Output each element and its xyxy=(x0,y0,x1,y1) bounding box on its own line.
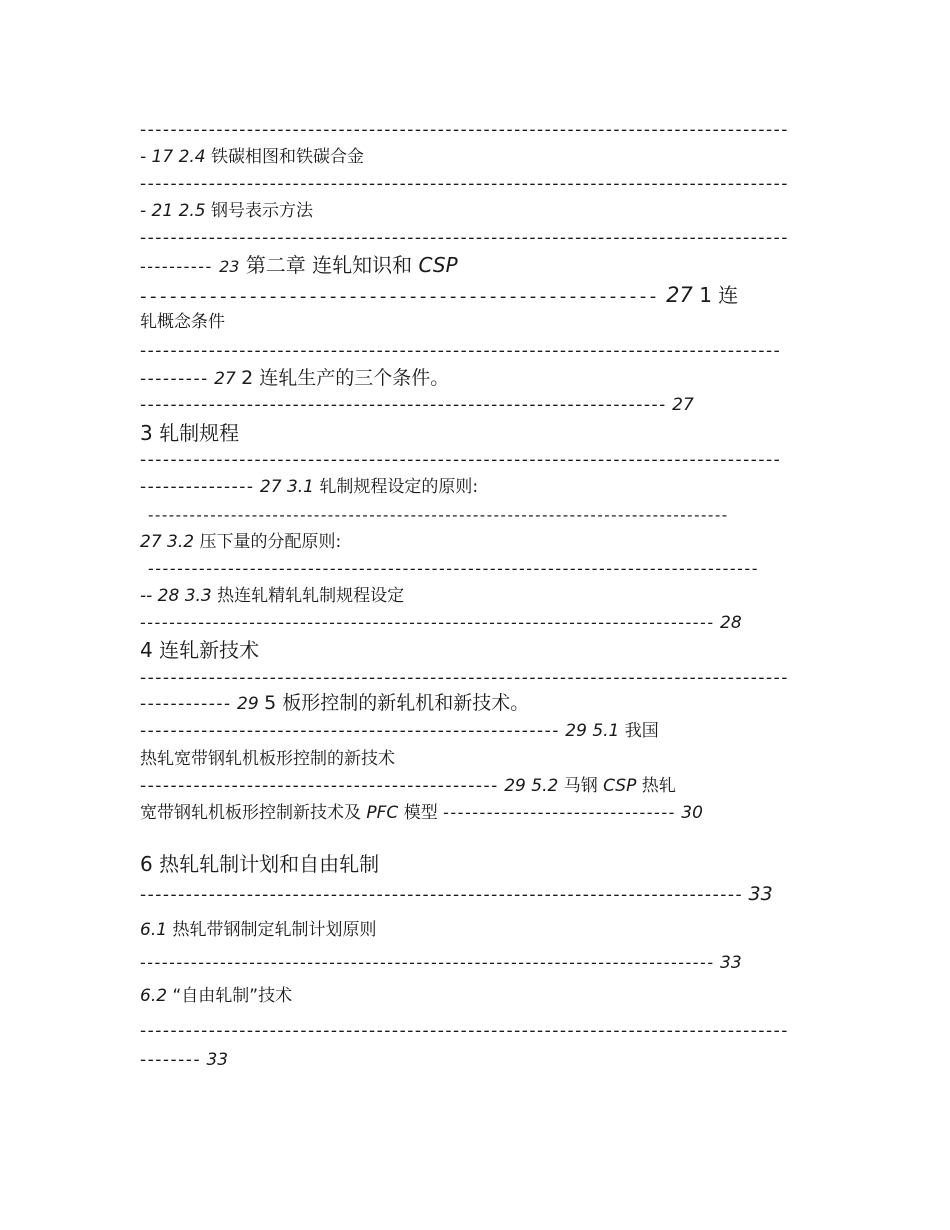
toc-page-number: -- 28 3.3 xyxy=(140,586,212,606)
toc-page-number: 27 3.2 xyxy=(140,532,195,552)
toc-leader: ------------------------------------------------------- xyxy=(140,721,560,741)
toc-entry-leader-line xyxy=(140,953,742,973)
toc-leader: ------------------------------------------------------------------------------------ xyxy=(140,341,782,361)
toc-title: 钢号表示方法 xyxy=(211,201,314,221)
toc-entry-leader-line xyxy=(140,1050,228,1070)
toc-leader: ------------------------------------------------------------------------------------- xyxy=(140,1021,789,1041)
toc-entry-2 xyxy=(140,368,449,389)
toc-title-continued: 热轧宽带钢轧机板形控制的新技术 xyxy=(140,749,395,769)
toc-page-number: 27 xyxy=(214,369,236,389)
toc-title: 轧制规程设定的原则: xyxy=(319,477,479,497)
toc-page-number: 27 xyxy=(666,283,693,307)
toc-leader: ------------------------------------------------------------------------------------- xyxy=(140,228,789,248)
toc-entry-1 xyxy=(140,283,738,309)
toc-entry-5-2 xyxy=(140,776,676,796)
toc-leader: --------------------------------------------------------------------- xyxy=(140,395,667,415)
toc-chapter-title-latin: CSP xyxy=(418,253,458,277)
toc-title: 1 连 xyxy=(699,283,739,307)
toc-title-latin: CSP xyxy=(603,776,637,796)
toc-title: “自由轧制”技术 xyxy=(172,986,293,1006)
toc-page-number: 27 xyxy=(672,395,694,415)
toc-page-number: 29 5.2 xyxy=(504,776,559,796)
toc-leader: -------------------------------- xyxy=(443,803,676,822)
toc-leader: ----------------------------------------------- xyxy=(140,776,499,796)
toc-title-latin: PFC xyxy=(366,803,399,823)
toc-page-number: 33 xyxy=(720,953,742,973)
toc-entry-6: 6 热轧轧制计划和自由轧制 xyxy=(140,852,380,876)
toc-leader: ---------- xyxy=(140,257,213,276)
toc-leader: ------------------------------------------------------------------------------------- xyxy=(140,120,789,140)
toc-title: 5 板形控制的新轧机和新技术。 xyxy=(264,692,530,714)
toc-entry-2-5 xyxy=(140,201,313,221)
toc-title-continued xyxy=(140,803,703,823)
toc-leader: --------------- xyxy=(140,477,255,497)
toc-title: 热轧带钢制定轧制计划原则 xyxy=(172,920,377,940)
toc-leader: ------------------------------------------------------------------------------------ xyxy=(148,506,729,524)
toc-leader: -------- xyxy=(140,1050,202,1070)
toc-leader: --------- xyxy=(140,369,209,389)
toc-entry-leader-line xyxy=(140,884,773,905)
toc-page-number: 33 xyxy=(748,883,773,905)
toc-section-number: 6.2 xyxy=(140,986,168,1006)
toc-leader: ------------------------------------------------------------------------------------- xyxy=(140,174,789,194)
toc-page-number: 33 xyxy=(206,1050,229,1070)
toc-entry-6-2 xyxy=(140,986,292,1006)
toc-page-number: 29 5.1 xyxy=(565,721,620,741)
toc-leader: ------------------------------------------------------------------------------------ xyxy=(140,450,782,470)
toc-section-number: 6.1 xyxy=(140,920,168,940)
toc-leader: ------------ xyxy=(140,694,232,714)
toc-title: 我国 xyxy=(624,721,659,741)
toc-entry-leader-line xyxy=(140,613,742,633)
toc-title: 热连轧精轧轧制规程设定 xyxy=(217,586,405,606)
toc-title: 马钢 xyxy=(563,776,598,796)
toc-title: 热轧 xyxy=(641,776,676,796)
toc-leader: ------------------------------------------------------------------------------------- xyxy=(140,668,789,688)
toc-leader: ------------------------------------------------------------------------------- xyxy=(140,885,744,905)
toc-entry-2-4 xyxy=(140,147,364,167)
toc-title: 铁碳相图和铁碳合金 xyxy=(211,147,365,167)
toc-entry-3-1 xyxy=(140,477,478,497)
toc-page-number: - 21 2.5 xyxy=(140,201,206,221)
toc-entry-3-2 xyxy=(140,532,341,552)
toc-entry-chapter-2 xyxy=(140,253,458,279)
toc-page-number: 23 xyxy=(219,257,240,276)
toc-leader: ---------------------------------------------------- xyxy=(140,286,660,307)
toc-page-number: 29 xyxy=(237,694,259,714)
toc-entry-3-3 xyxy=(140,586,404,606)
toc-page-number: 30 xyxy=(681,803,703,823)
toc-title: 宽带钢轧机板形控制新技术及 xyxy=(140,803,361,823)
toc-entry-5 xyxy=(140,693,529,714)
toc-leader: ------------------------------------------------------------------------------- xyxy=(140,953,715,972)
toc-title: 2 连轧生产的三个条件。 xyxy=(241,367,450,389)
toc-page-number: - 17 2.4 xyxy=(140,147,206,167)
toc-entry-5-1 xyxy=(140,721,659,741)
toc-page-number: 27 3.1 xyxy=(259,477,314,497)
toc-title: 模型 xyxy=(403,803,438,823)
toc-title-continued: 轧概念条件 xyxy=(140,312,225,332)
toc-page-number: 28 xyxy=(720,613,742,633)
toc-title: 压下量的分配原则: xyxy=(199,532,342,552)
toc-entry-6-1 xyxy=(140,920,376,940)
toc-chapter-title: 第二章 连轧知识和 xyxy=(245,253,413,277)
toc-entry-leader-line xyxy=(140,395,694,415)
toc-entry-4: 4 连轧新技术 xyxy=(140,638,260,662)
toc-entry-3: 3 轧制规程 xyxy=(140,421,240,445)
toc-leader: ------------------------------------------------------------------------------------ xyxy=(148,559,759,578)
toc-leader: ------------------------------------------------------------------------------- xyxy=(140,613,715,632)
